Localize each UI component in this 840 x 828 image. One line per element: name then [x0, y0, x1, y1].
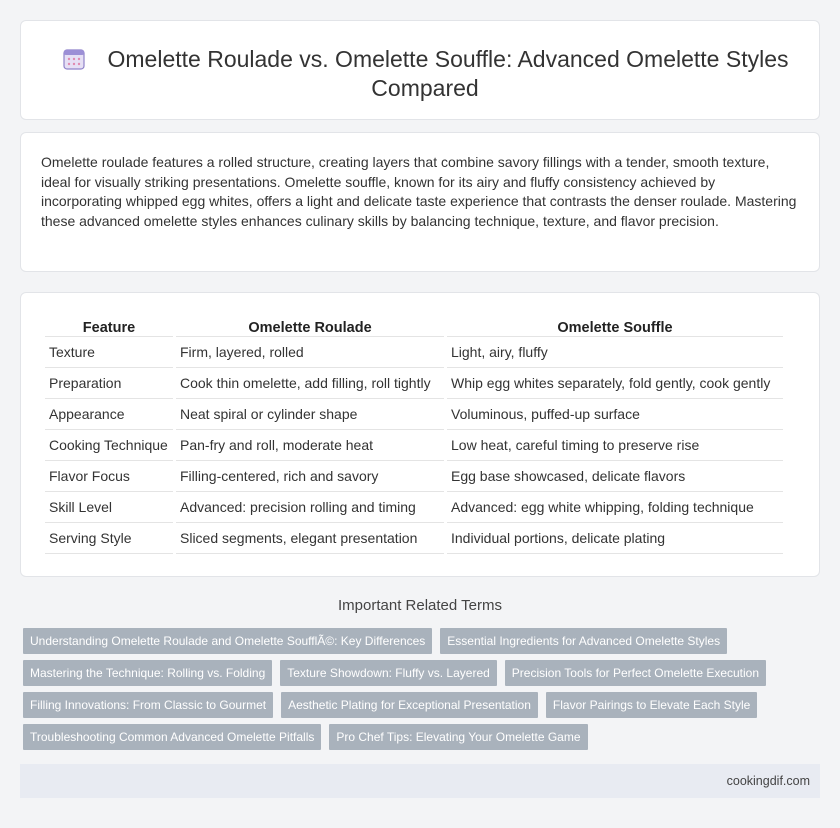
- related-term-tag[interactable]: Troubleshooting Common Advanced Omelette Pitfalls: [23, 724, 321, 750]
- table-row: [45, 523, 783, 554]
- tag-row: [23, 660, 823, 686]
- column-header: Omelette Souffle: [447, 315, 783, 337]
- table-row: [45, 430, 783, 461]
- table-cell: Filling-centered, rich and savory: [176, 461, 444, 492]
- intro-paragraph: Omelette roulade features a rolled structure, creating layers that combine savory fillings with a tender, smooth texture, ideal for visually striking presentations. Omelette souffle, known for its airy and fluffy consistency achieved by incorporating whipped egg whites, offers a light and delicate taste experience that contrasts the denser roulade. Mastering these advanced omelette styles enhances culinary skills by balancing technique, texture, and flavor precision.: [41, 154, 797, 229]
- table-cell: Firm, layered, rolled: [176, 337, 444, 368]
- column-header: Feature: [45, 315, 173, 337]
- table-cell: Cooking Technique: [45, 430, 173, 461]
- tag-row: [23, 724, 823, 750]
- table-cell: Whip egg whites separately, fold gently, cook gently: [447, 368, 783, 399]
- header-card: [20, 20, 820, 120]
- related-term-tag[interactable]: Pro Chef Tips: Elevating Your Omelette Game: [329, 724, 587, 750]
- page-title-wrap: [51, 45, 799, 103]
- table-row: [45, 368, 783, 399]
- table-cell: Advanced: egg white whipping, folding technique: [447, 492, 783, 523]
- table-cell: Individual portions, delicate plating: [447, 523, 783, 554]
- table-cell: Appearance: [45, 399, 173, 430]
- table-cell: Voluminous, puffed-up surface: [447, 399, 783, 430]
- table-cell: Pan-fry and roll, moderate heat: [176, 430, 444, 461]
- table-cell: Low heat, careful timing to preserve rise: [447, 430, 783, 461]
- related-term-tag[interactable]: Texture Showdown: Fluffy vs. Layered: [280, 660, 497, 686]
- intro-card: [20, 132, 820, 272]
- table-cell: Neat spiral or cylinder shape: [176, 399, 444, 430]
- related-term-tag[interactable]: Precision Tools for Perfect Omelette Execution: [505, 660, 766, 686]
- tag-row: [23, 628, 823, 654]
- footer-site-name: cookingdif.com: [726, 774, 810, 788]
- related-term-tag[interactable]: Flavor Pairings to Elevate Each Style: [546, 692, 757, 718]
- related-terms-list: [23, 628, 823, 756]
- table-cell: Light, airy, fluffy: [447, 337, 783, 368]
- table-cell: Flavor Focus: [45, 461, 173, 492]
- table-cell: Cook thin omelette, add filling, roll tightly: [176, 368, 444, 399]
- table-row: [45, 337, 783, 368]
- table-cell: Preparation: [45, 368, 173, 399]
- table-cell: Skill Level: [45, 492, 173, 523]
- related-term-tag[interactable]: Essential Ingredients for Advanced Omelette Styles: [440, 628, 727, 654]
- table-cell: Serving Style: [45, 523, 173, 554]
- table-header-row: [45, 315, 783, 337]
- calendar-icon: [62, 47, 86, 71]
- related-terms-heading: Important Related Terms: [338, 597, 502, 614]
- related-term-tag[interactable]: Understanding Omelette Roulade and Omelette SoufflÃ©: Key Differences: [23, 628, 432, 654]
- table-row: [45, 399, 783, 430]
- column-header: Omelette Roulade: [176, 315, 444, 337]
- page-title: Omelette Roulade vs. Omelette Souffle: Advanced Omelette Styles Compared: [107, 46, 789, 101]
- related-term-tag[interactable]: Aesthetic Plating for Exceptional Presentation: [281, 692, 538, 718]
- related-term-tag[interactable]: Filling Innovations: From Classic to Gourmet: [23, 692, 273, 718]
- table-cell: Sliced segments, elegant presentation: [176, 523, 444, 554]
- table-cell: Texture: [45, 337, 173, 368]
- table-row: [45, 461, 783, 492]
- comparison-card: [20, 292, 820, 577]
- table-cell: Advanced: precision rolling and timing: [176, 492, 444, 523]
- table-row: [45, 492, 783, 523]
- related-term-tag[interactable]: Mastering the Technique: Rolling vs. Folding: [23, 660, 272, 686]
- comparison-table: [42, 315, 786, 554]
- tag-row: [23, 692, 823, 718]
- footer: [20, 764, 820, 798]
- table-cell: Egg base showcased, delicate flavors: [447, 461, 783, 492]
